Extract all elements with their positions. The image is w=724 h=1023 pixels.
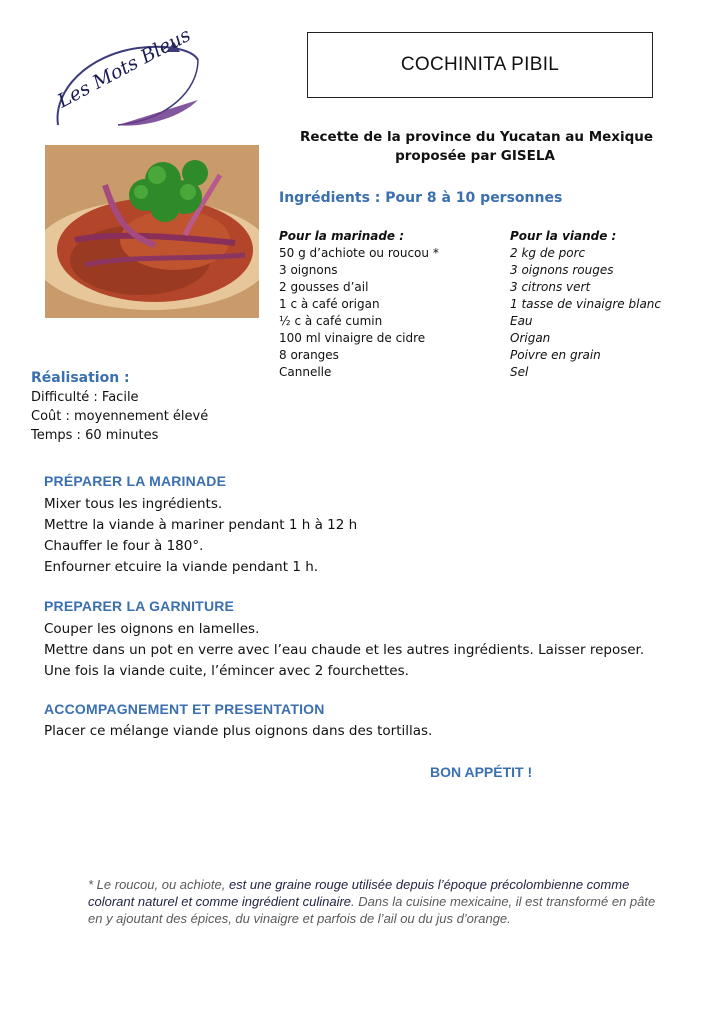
marinade-heading: Pour la marinade : xyxy=(279,229,405,243)
step-line: Chauffer le four à 180°. xyxy=(44,538,204,554)
step-line: Enfourner etcuire la viande pendant 1 h. xyxy=(44,559,319,575)
section-body-accompagnement xyxy=(44,721,432,742)
list-item: Sel xyxy=(510,365,529,379)
dish-photo xyxy=(45,145,259,318)
step-line: Mettre la viande à mariner pendant 1 h à 12 h xyxy=(44,517,358,533)
difficulty: Difficulté : Facile xyxy=(31,390,139,405)
ingredients-heading: Ingrédients : Pour 8 à 10 personnes xyxy=(279,190,563,206)
section-body-garniture xyxy=(44,619,644,682)
section-heading-garniture: PREPARER LA GARNITURE xyxy=(44,598,235,614)
section-heading-marinade: PRÉPARER LA MARINADE xyxy=(44,473,227,489)
logo-text: Les Mots Bleus xyxy=(54,30,195,113)
list-item: 50 g d’achiote ou roucou * xyxy=(279,246,439,260)
title-text: COCHINITA PIBIL xyxy=(400,54,560,75)
footnote-part-3: . Dans la cuisine mexicaine, il est transformé en pâte en y ajoutant des épices, du vinaigre et parfois de l’ail ou du jus d’orange. xyxy=(88,894,656,926)
recipe-title xyxy=(307,32,653,98)
logo xyxy=(48,30,208,130)
list-item: 2 gousses d’ail xyxy=(279,280,369,294)
list-item: Poivre en grain xyxy=(510,348,601,362)
realisation-heading: Réalisation : xyxy=(31,370,130,386)
closing-text: BON APPÉTIT ! xyxy=(430,764,533,780)
list-item: 8 oranges xyxy=(279,348,339,362)
viande-heading: Pour la viande : xyxy=(510,229,617,243)
realisation-details xyxy=(31,388,208,445)
list-item: 100 ml vinaigre de cidre xyxy=(279,331,426,345)
viande-list xyxy=(510,228,661,381)
footnote xyxy=(88,876,663,927)
list-item: 3 oignons xyxy=(279,263,338,277)
step-line: Une fois la viande cuite, l’émincer avec 2 fourchettes. xyxy=(44,663,409,679)
footnote-part-1: * Le roucou, ou achiote, xyxy=(88,877,229,892)
step-line: Mettre dans un pot en verre avec l’eau chaude et les autres ingrédients. Laisser reposer. xyxy=(44,642,645,658)
list-item: 3 oignons rouges xyxy=(510,263,614,277)
footnote-part-2: est une graine rouge utilisée depuis l’époque précolombienne comme colorant naturel et comme ingrédient culinaire xyxy=(88,877,630,909)
list-item: Eau xyxy=(510,314,533,328)
section-body-marinade xyxy=(44,494,357,578)
cost: Coût : moyennement élevé xyxy=(31,409,209,424)
time: Temps : 60 minutes xyxy=(31,428,159,443)
subtitle-line-1: Recette de la province du Yucatan au Mexique xyxy=(300,129,654,145)
list-item: Cannelle xyxy=(279,365,332,379)
subtitle-line-2: proposée par GISELA xyxy=(395,148,555,164)
section-heading-accompagnement: ACCOMPAGNEMENT ET PRESENTATION xyxy=(44,701,325,717)
list-item: 1 tasse de vinaigre blanc xyxy=(510,297,662,311)
step-line: Mixer tous les ingrédients. xyxy=(44,496,223,512)
recipe-subtitle xyxy=(300,128,654,166)
list-item: Origan xyxy=(510,331,551,345)
list-item: 3 citrons vert xyxy=(510,280,591,294)
marinade-list xyxy=(279,228,439,381)
list-item: ½ c à café cumin xyxy=(279,314,383,328)
step-line: Placer ce mélange viande plus oignons dans des tortillas. xyxy=(44,723,433,739)
list-item: 2 kg de porc xyxy=(510,246,586,260)
list-item: 1 c à café origan xyxy=(279,297,380,311)
step-line: Couper les oignons en lamelles. xyxy=(44,621,260,637)
